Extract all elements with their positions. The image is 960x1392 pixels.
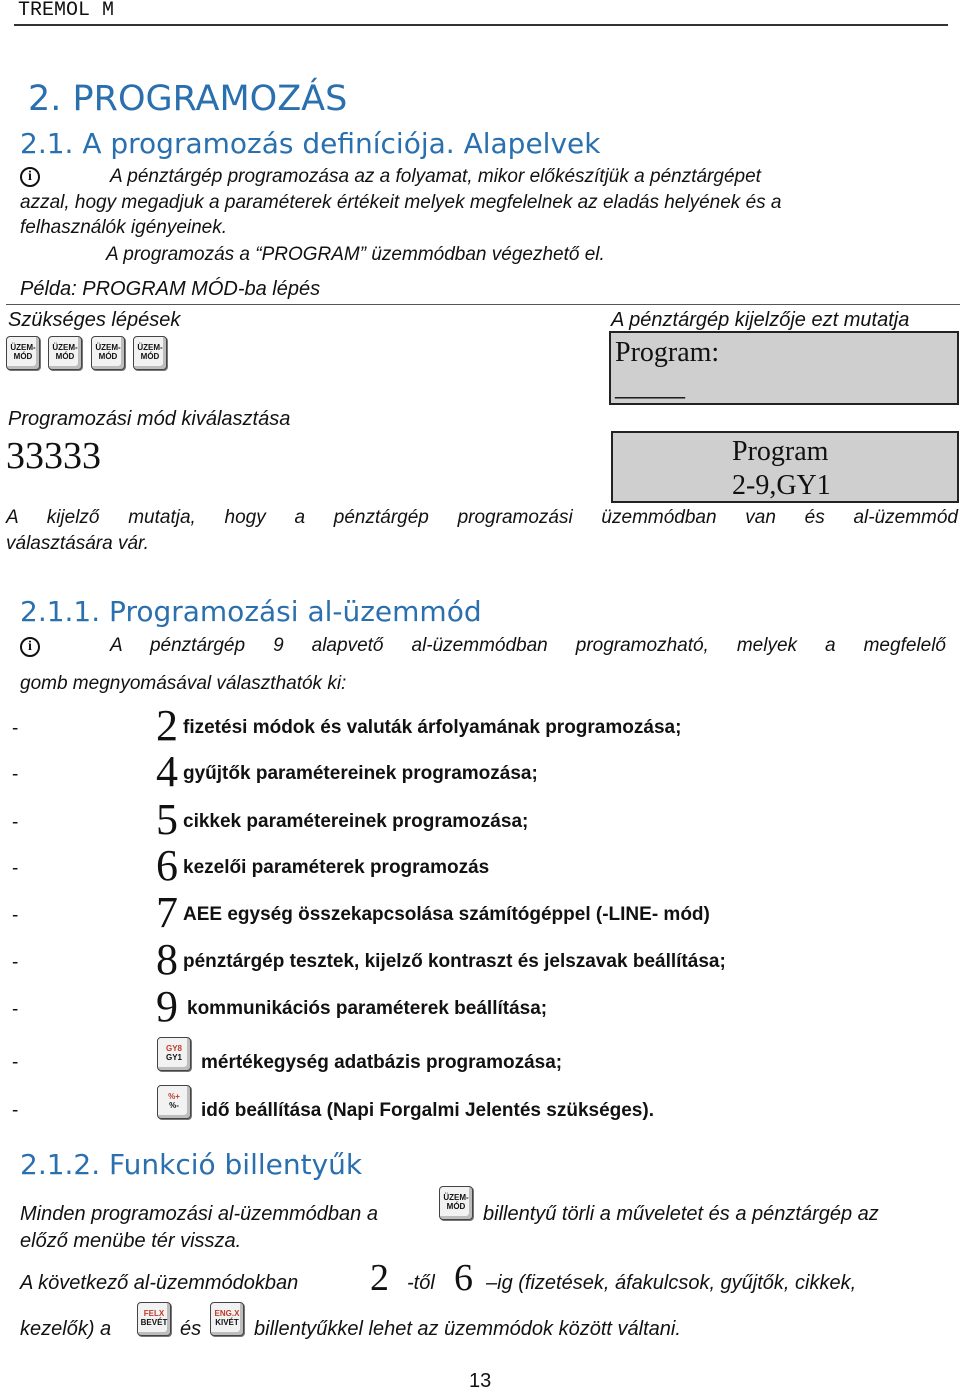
fk-line1-a: Minden programozási al-üzemmódban a bbox=[20, 1203, 378, 1225]
submodes-title: 2.1.1. Programozási al-üzemmód bbox=[20, 595, 482, 628]
display-program-modes bbox=[611, 431, 959, 503]
submode-number: 4 bbox=[156, 747, 178, 796]
display-modes-line2: 2-9,GY1 bbox=[732, 470, 831, 501]
fk-line3-c: –ig (fizetések, áfakulcsok, gyűjtők, cikkek, bbox=[486, 1272, 857, 1294]
fk-line4-b: és bbox=[180, 1318, 202, 1340]
submode-text: pénztárgép tesztek, kijelző kontraszt és jelszavak beállítása; bbox=[183, 951, 726, 972]
submode-text: kommunikációs paraméterek beállítása; bbox=[187, 998, 548, 1019]
felx-bevet-key: FELX BEVÉT bbox=[137, 1302, 171, 1336]
subsection-title: 2.1. A programozás definíciója. Alapelvek bbox=[20, 127, 601, 160]
page-number: 13 bbox=[469, 1370, 492, 1392]
list-dash: - bbox=[12, 905, 19, 926]
submode-number: 7 bbox=[156, 888, 178, 937]
fk-line3-num2: 6 bbox=[454, 1257, 473, 1299]
fk-line3-num1: 2 bbox=[370, 1257, 389, 1299]
fk-line3-b: -től bbox=[407, 1272, 435, 1294]
section-title: 2. PROGRAMOZÁS bbox=[28, 79, 348, 119]
display-program bbox=[609, 331, 959, 405]
list-dash: - bbox=[12, 812, 19, 833]
list-dash: - bbox=[12, 1052, 19, 1073]
submode-text: mértékegység adatbázis programozása; bbox=[201, 1052, 563, 1073]
display-program-cursor: _____ bbox=[615, 371, 685, 402]
fk-line4-a: kezelők) a bbox=[20, 1318, 112, 1340]
display-program-text: Program: bbox=[615, 337, 720, 368]
submode-number: 6 bbox=[156, 841, 178, 890]
step-code: 33333 bbox=[6, 435, 101, 477]
display-modes-line1: Program bbox=[732, 436, 829, 467]
submode-text: cikkek paramétereinek programozása; bbox=[183, 811, 529, 832]
header-title: TREMOL M bbox=[18, 0, 115, 22]
list-dash: - bbox=[12, 858, 19, 879]
uzem-mod-key: ÜZEM- MÓD bbox=[6, 336, 40, 370]
submode-number: 2 bbox=[156, 701, 178, 750]
submode-text: fizetési módok és valuták árfolyamának programozása; bbox=[183, 717, 682, 738]
info-icon: i bbox=[20, 167, 40, 187]
step-label: Programozási mód kiválasztása bbox=[8, 408, 291, 430]
function-keys-title: 2.1.2. Funkció billentyűk bbox=[20, 1148, 363, 1181]
intro-line-3: felhasználók igényeinek. bbox=[20, 217, 228, 238]
example-note-line-1: A kijelző mutatja, hogy a pénztárgép programozási üzemmódban van és al-üzemmód bbox=[6, 507, 958, 528]
fk-line3-a: A következő al-üzemmódokban bbox=[20, 1272, 299, 1294]
submode-text: kezelői paraméterek programozás bbox=[183, 857, 490, 878]
uzem-mod-key: ÜZEM- MÓD bbox=[439, 1186, 473, 1220]
display-header: A pénztárgép kijelzője ezt mutatja bbox=[611, 309, 910, 331]
fk-line4-c: billentyűkkel lehet az üzemmódok között váltani. bbox=[254, 1318, 681, 1340]
submode-number: 5 bbox=[156, 795, 178, 844]
list-dash: - bbox=[12, 764, 19, 785]
example-title: Példa: PROGRAM MÓD-ba lépés bbox=[20, 278, 321, 300]
fk-line2: előző menübe tér vissza. bbox=[20, 1230, 242, 1252]
submodes-intro-line-2: gomb megnyomásával választhatók ki: bbox=[20, 673, 347, 694]
submode-text: idő beállítása (Napi Forgalmi Jelentés szükséges). bbox=[201, 1100, 654, 1121]
submode-number: 8 bbox=[156, 935, 178, 984]
steps-header: Szükséges lépések bbox=[8, 309, 181, 331]
submode-number: 9 bbox=[156, 982, 178, 1031]
intro-line-2: azzal, hogy megadjuk a paraméterek értékeit melyek megfelelnek az eladás helyének és a bbox=[20, 192, 782, 213]
uzem-mod-key: ÜZEM- MÓD bbox=[48, 336, 82, 370]
fk-line1-b: billentyű törli a műveletet és a pénztárgép az bbox=[483, 1203, 879, 1225]
list-dash: - bbox=[12, 999, 19, 1020]
list-dash: - bbox=[12, 952, 19, 973]
example-note-line-2: választására vár. bbox=[6, 533, 149, 554]
uzem-mod-key: ÜZEM- MÓD bbox=[133, 336, 167, 370]
example-top-rule bbox=[6, 304, 960, 305]
percent-key: %+ %- bbox=[157, 1085, 191, 1119]
uzem-mod-key: ÜZEM- MÓD bbox=[91, 336, 125, 370]
list-dash: - bbox=[12, 718, 19, 739]
submode-text: AEE egység összekapcsolása számítógéppel (-LINE- mód) bbox=[183, 904, 710, 925]
intro-line-4: A programozás a “PROGRAM” üzemmódban végezhető el. bbox=[106, 244, 605, 265]
intro-line-1: A pénztárgép programozása az a folyamat, mikor előkészítjük a pénztárgépet bbox=[110, 166, 761, 187]
engx-kivet-key: ENG.X KIVÉT bbox=[210, 1302, 244, 1336]
submode-text: gyűjtők paramétereinek programozása; bbox=[183, 763, 538, 784]
list-dash: - bbox=[12, 1100, 19, 1121]
submodes-intro-line-1: A pénztárgép 9 alapvető al-üzemmódban programozható, melyek a megfelelő bbox=[110, 635, 946, 656]
header-rule bbox=[14, 24, 948, 26]
gy8-gy1-key: GY8 GY1 bbox=[157, 1037, 191, 1071]
info-icon: i bbox=[20, 637, 40, 657]
